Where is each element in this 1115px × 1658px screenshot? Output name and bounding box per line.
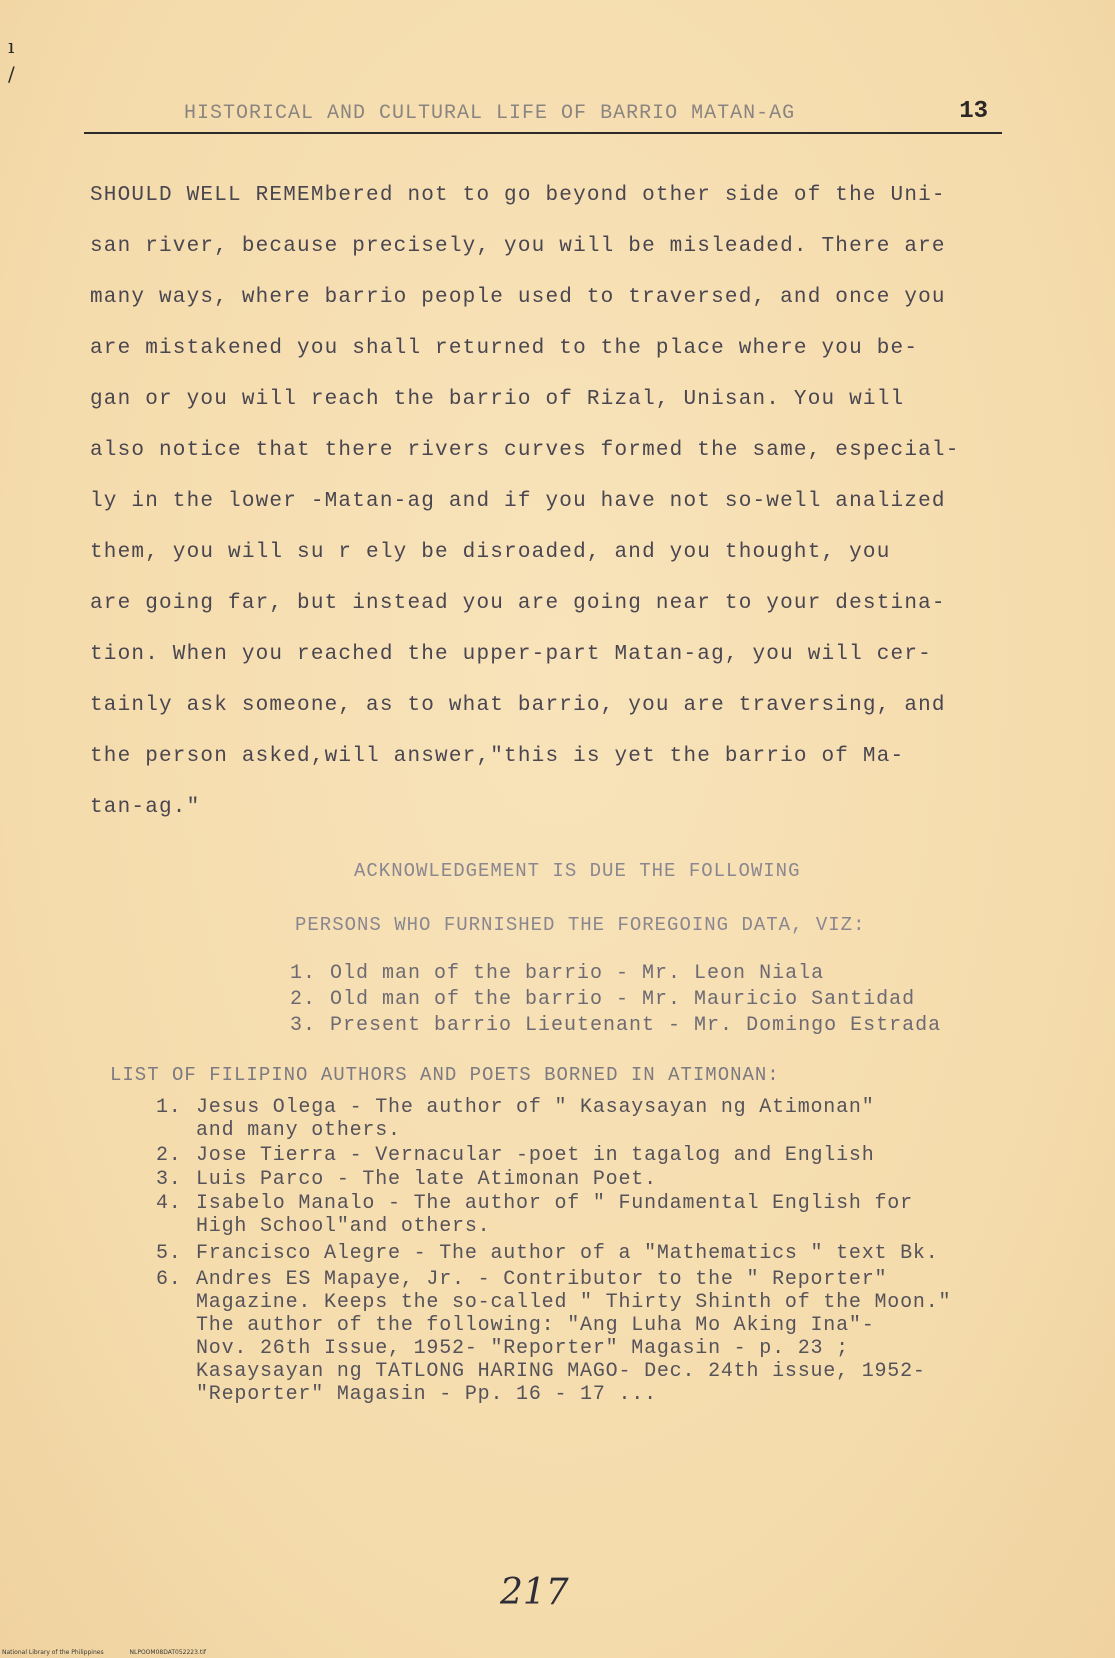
margin-mark-1: ı: [8, 34, 15, 58]
paragraph-line: many ways, where barrio people used to traversed, and once you: [90, 286, 946, 309]
list-item: [156, 1168, 657, 1191]
list-item-text: Old man of the barrio - Mr. Leon Niala: [330, 962, 825, 985]
list-item-text: High School"and others.: [196, 1215, 491, 1238]
margin-mark-2: /: [8, 62, 15, 86]
list-item-text: Luis Parco - The late Atimonan Poet.: [196, 1168, 657, 1191]
header-title: HISTORICAL AND CULTURAL LIFE OF BARRIO MATAN-AG: [184, 102, 796, 125]
paragraph-line: tainly ask someone, as to what barrio, you are traversing, and: [90, 694, 946, 717]
list-item-text: The author of the following: "Ang Luha Mo Aking Ina"-: [196, 1314, 875, 1337]
paragraph-line: them, you will su r ely be disroaded, and you thought, you: [90, 541, 891, 564]
paragraph-line: the person asked,will answer,"this is yet the barrio of Ma-: [90, 745, 905, 768]
list-item: [156, 1192, 913, 1238]
list-item-text: Francisco Alegre - The author of a "Mathematics " text Bk.: [196, 1242, 939, 1265]
list-item-text: Jesus Olega - The author of " Kasaysayan ng Atimonan": [196, 1096, 875, 1119]
list-item: [156, 1096, 875, 1142]
list-item: [156, 1144, 875, 1167]
list-item-text: "Reporter" Magasin - Pp. 16 - 17 ...: [196, 1383, 657, 1406]
footer-library: National Library of the Philippines: [2, 1649, 104, 1656]
list-item-number: 2.: [156, 1144, 182, 1167]
handwritten-page-number: 217: [500, 1572, 569, 1613]
list-item-number: 3.: [156, 1168, 182, 1191]
list-item: [290, 1014, 941, 1037]
list-item-number: 2.: [290, 988, 317, 1011]
list-item-text: Jose Tierra - Vernacular -poet in tagalog and English: [196, 1144, 875, 1167]
list-item-text: Kasaysayan ng TATLONG HARING MAGO- Dec. 24th issue, 1952-: [196, 1360, 926, 1383]
list-item-number: 1.: [156, 1096, 182, 1119]
list-item-number: 4.: [156, 1192, 182, 1215]
authors-list-title: LIST OF FILIPINO AUTHORS AND POETS BORNED IN ATIMONAN:: [110, 1064, 780, 1086]
acknowledgement-subheading: PERSONS WHO FURNISHED THE FOREGOING DATA, VIZ:: [295, 914, 866, 936]
paragraph-line: ly in the lower -Matan-ag and if you have not so-well analized: [90, 490, 946, 513]
list-item-text: Isabelo Manalo - The author of " Fundamental English for: [196, 1192, 913, 1215]
paragraph-line: also notice that there rivers curves formed the same, especial-: [90, 439, 960, 462]
list-item-text: Nov. 26th Issue, 1952- "Reporter" Magasin - p. 23 ;: [196, 1337, 849, 1360]
list-item: [290, 962, 824, 985]
paragraph-line: are going far, but instead you are going near to your destina-: [90, 592, 946, 615]
list-item-text: Andres ES Mapaye, Jr. - Contributor to the " Reporter": [196, 1268, 888, 1291]
footer-file: NLPOOM08DAT052223.tif: [129, 1649, 206, 1656]
list-item-number: 5.: [156, 1242, 182, 1265]
list-item-text: and many others.: [196, 1119, 401, 1142]
page-header: [84, 98, 1002, 134]
paragraph-line: tan-ag.": [90, 796, 201, 819]
list-item-text: Old man of the barrio - Mr. Mauricio Santidad: [330, 988, 916, 1011]
list-item-text: Magazine. Keeps the so-called " Thirty Shinth of the Moon.": [196, 1291, 952, 1314]
list-item-text: Present barrio Lieutenant - Mr. Domingo Estrada: [330, 1014, 942, 1037]
page-number: 13: [959, 98, 988, 125]
list-item: [156, 1268, 951, 1406]
scan-footer: [2, 1649, 230, 1656]
paragraph-line: san river, because precisely, you will be misleaded. There are: [90, 235, 946, 258]
paragraph-line: gan or you will reach the barrio of Rizal, Unisan. You will: [90, 388, 905, 411]
paragraph-line: tion. When you reached the upper-part Matan-ag, you will cer-: [90, 643, 932, 666]
list-item-number: 6.: [156, 1268, 182, 1291]
list-item-number: 3.: [290, 1014, 317, 1037]
list-item: [156, 1242, 939, 1265]
paragraph-line: are mistakened you shall returned to the place where you be-: [90, 337, 919, 360]
acknowledgement-heading: ACKNOWLEDGEMENT IS DUE THE FOLLOWING: [354, 860, 801, 882]
paragraph-line: SHOULD WELL REMEMbered not to go beyond other side of the Uni-: [90, 184, 946, 207]
list-item: [290, 988, 915, 1011]
list-item-number: 1.: [290, 962, 317, 985]
